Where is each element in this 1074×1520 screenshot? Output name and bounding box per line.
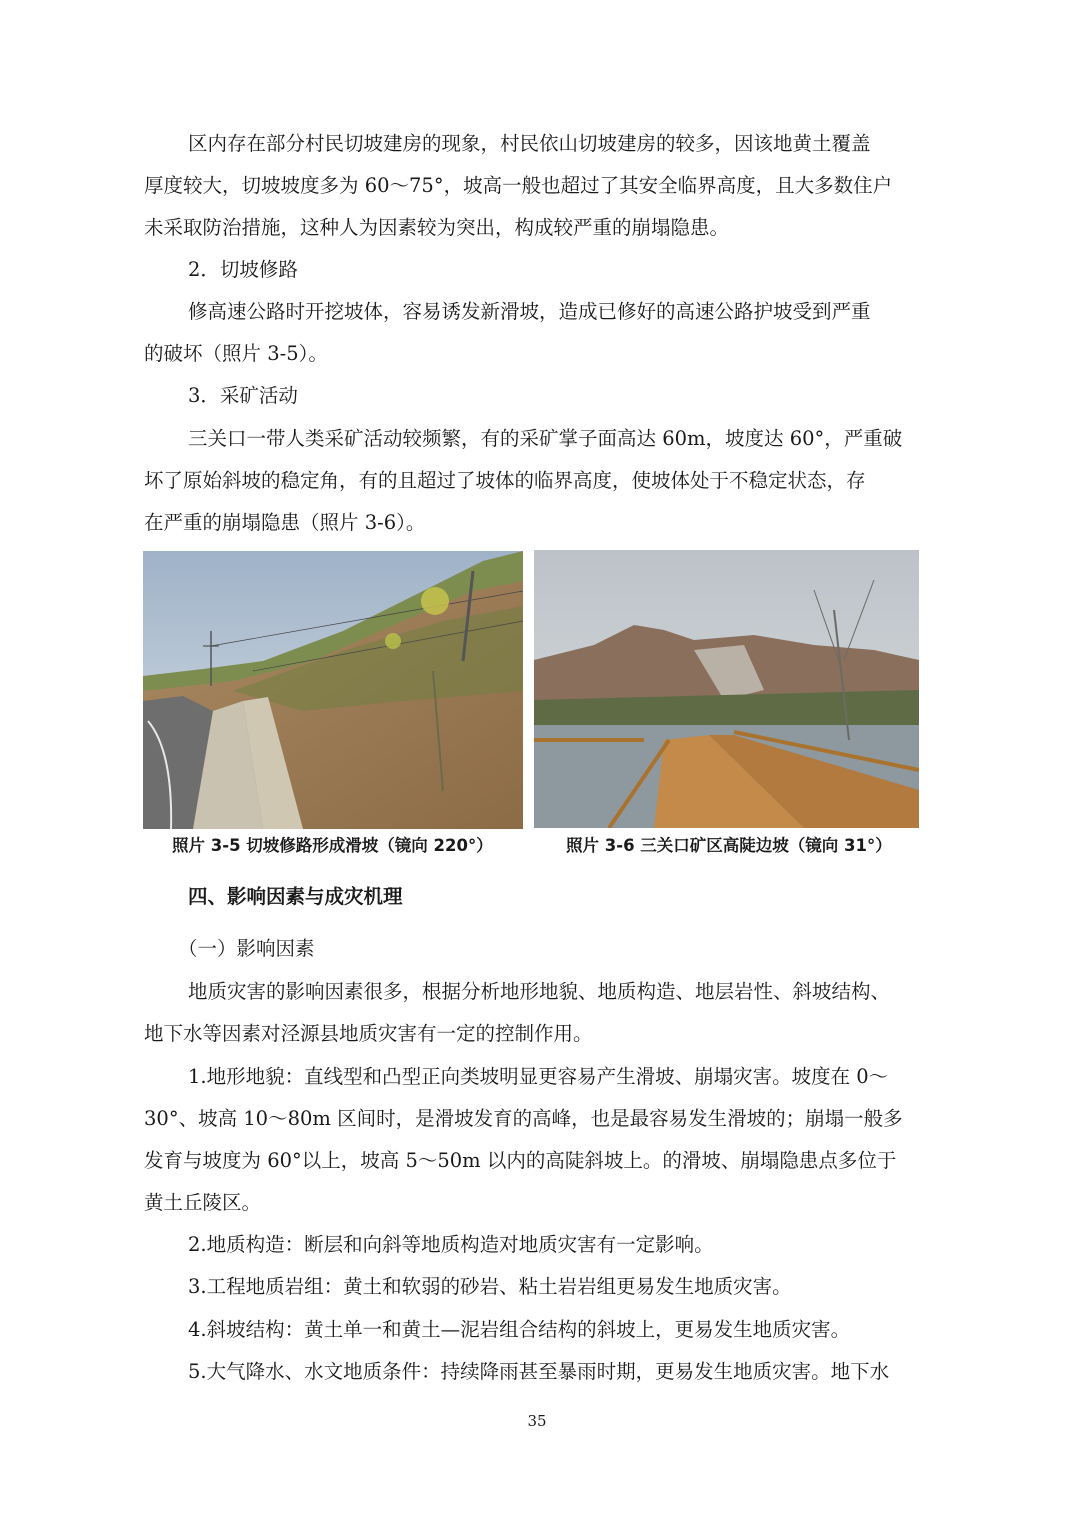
paragraph-line: 地质灾害的影响因素很多，根据分析地形地貌、地质构造、地层岩性、斜坡结构、: [188, 980, 891, 1003]
paragraph-line: 在严重的崩塌隐患（照片 3-6）。: [144, 511, 426, 534]
paragraph-line: 发育与坡度为 60°以上，坡高 5～50m 以内的高陡斜坡上。的滑坡、崩塌隐患点多位于: [144, 1149, 897, 1172]
paragraph-line: 的破坏（照片 3-5）。: [144, 342, 328, 365]
paragraph-line: 未采取防治措施，这种人为因素较为突出，构成较严重的崩塌隐患。: [144, 216, 730, 239]
paragraph-line: 4.斜坡结构：黄土单一和黄土—泥岩组合结构的斜坡上，更易发生地质灾害。: [188, 1318, 851, 1341]
paragraph-line: 黄土丘陵区。: [144, 1191, 262, 1214]
photo-mining-slope: [534, 550, 919, 828]
paragraph-line: 5.大气降水、水文地质条件：持续降雨甚至暴雨时期，更易发生地质灾害。地下水: [188, 1360, 890, 1383]
paragraph-line: 修高速公路时开挖坡体，容易诱发新滑坡，造成已修好的高速公路护坡受到严重: [188, 300, 871, 323]
subheading-cut-road: 2．切坡修路: [188, 258, 298, 281]
paragraph-line: 三关口一带人类采矿活动较频繁，有的采矿掌子面高达 60m，坡度达 60°，严重破: [188, 427, 903, 450]
paragraph-line: 3.工程地质岩组：黄土和软弱的砂岩、粘土岩岩组更易发生地质灾害。: [188, 1275, 792, 1298]
page-number: 35: [527, 1412, 547, 1430]
photo-caption-3-6: 照片 3-6 三关口矿区高陡边坡（镜向 31°）: [566, 836, 892, 855]
paragraph-line: 地下水等因素对泾源县地质灾害有一定的控制作用。: [144, 1022, 593, 1045]
paragraph-line: 2.地质构造：断层和向斜等地质构造对地质灾害有一定影响。: [188, 1233, 714, 1256]
subheading-mining: 3．采矿活动: [188, 384, 298, 407]
photo-caption-3-5: 照片 3-5 切坡修路形成滑坡（镜向 220°）: [172, 836, 493, 855]
paragraph-line: 坏了原始斜坡的稳定角，有的且超过了坡体的临界高度，使坡体处于不稳定状态，存: [144, 469, 866, 492]
photo-landslide-road: [143, 551, 523, 829]
paragraph-line: 30°、坡高 10～80m 区间时，是滑坡发育的高峰，也是最容易发生滑坡的；崩塌一般多: [144, 1107, 903, 1130]
subsection-heading: （一）影响因素: [178, 937, 315, 960]
paragraph-line: 区内存在部分村民切坡建房的现象，村民依山切坡建房的较多，因该地黄土覆盖: [188, 132, 871, 155]
paragraph-line: 厚度较大，切坡坡度多为 60～75°，坡高一般也超过了其安全临界高度，且大多数住户: [144, 174, 893, 197]
section-heading: 四、影响因素与成灾机理: [188, 885, 403, 908]
paragraph-line: 1.地形地貌：直线型和凸型正向类坡明显更容易产生滑坡、崩塌灾害。坡度在 0～: [188, 1065, 889, 1088]
